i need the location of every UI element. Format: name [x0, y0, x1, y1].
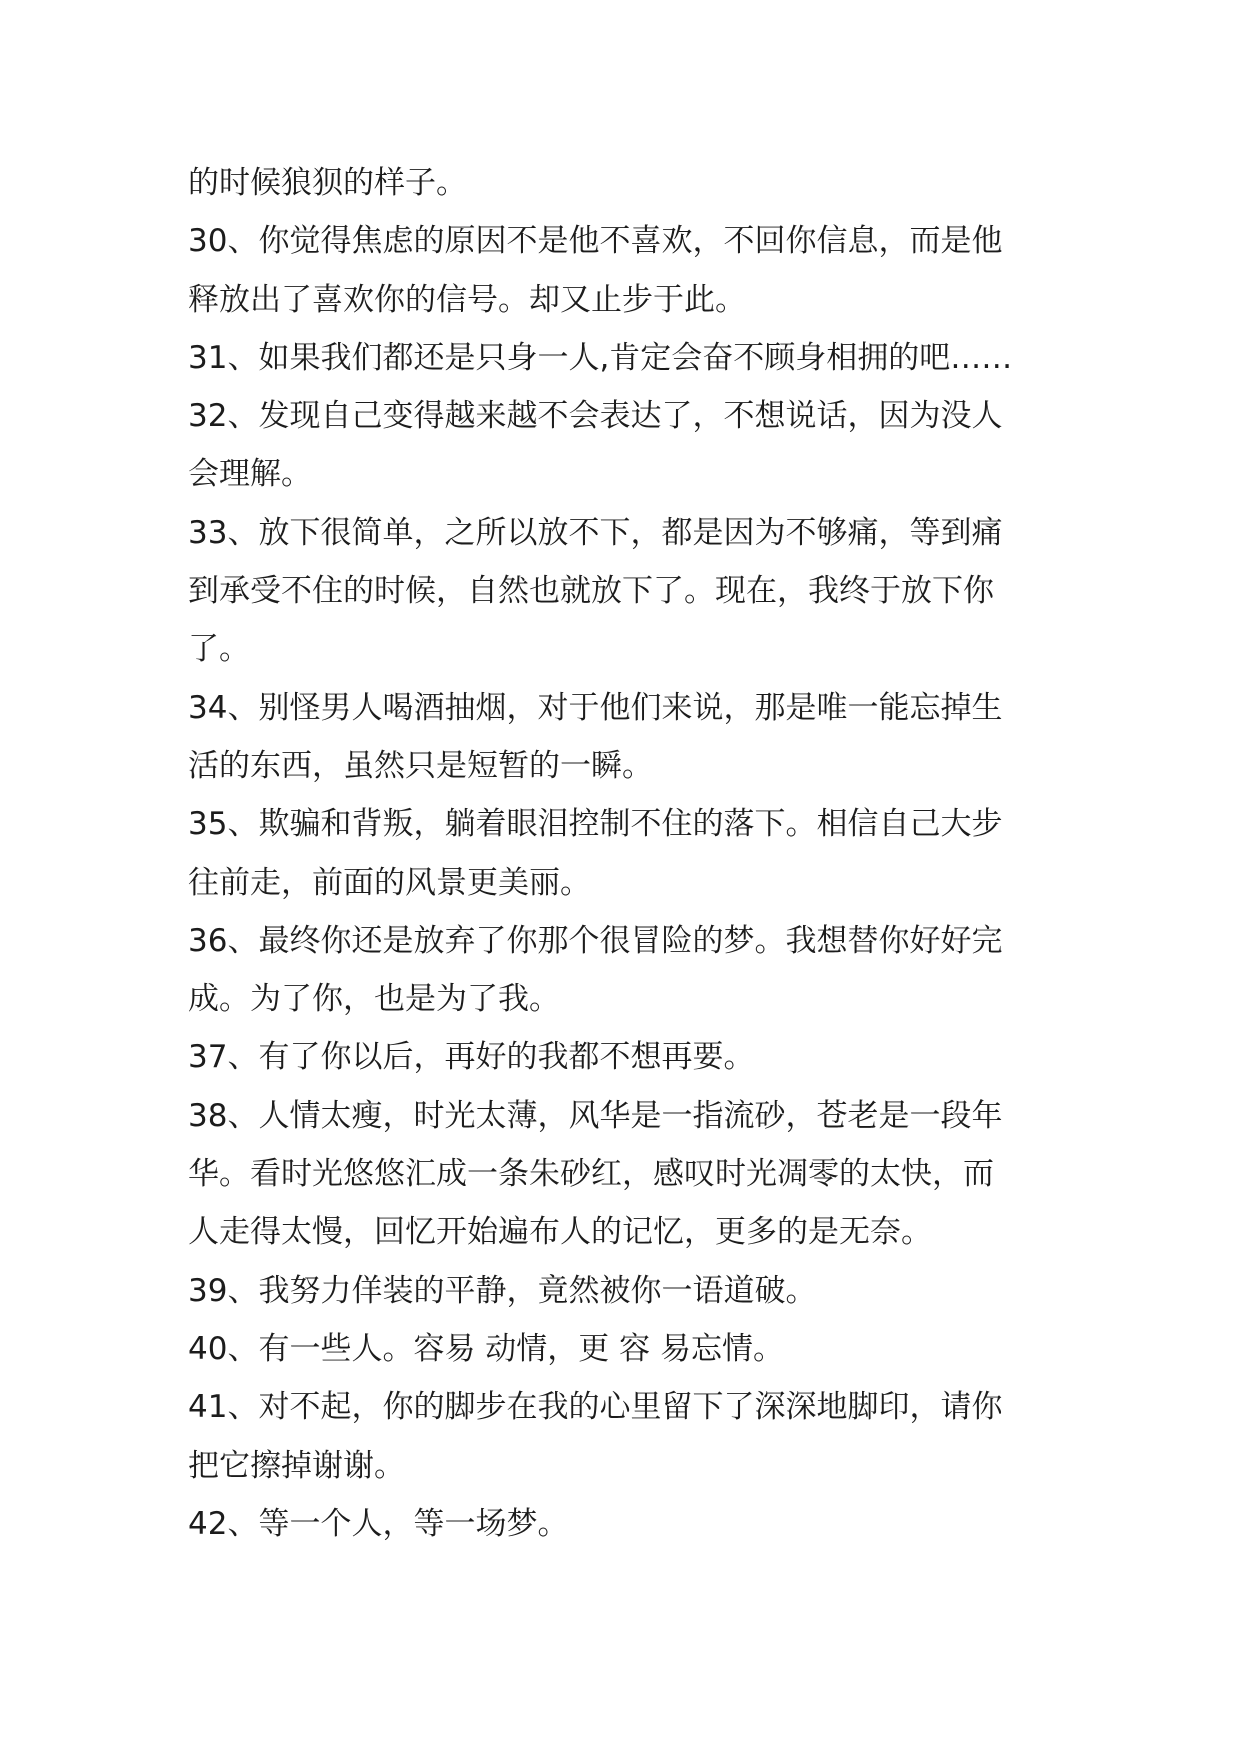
- text-line: 35、欺骗和背叛，躺着眼泪控制不住的落下。相信自己大步: [188, 806, 1003, 843]
- text-line: 了。: [188, 631, 250, 668]
- text-line: 40、有一些人。容易 动情，更 容 易忘情。: [188, 1330, 785, 1367]
- text-line: 人走得太慢，回忆开始遍布人的记忆，更多的是无奈。: [188, 1214, 932, 1251]
- text-line: 39、我努力佯装的平静，竟然被你一语道破。: [188, 1272, 817, 1309]
- text-line: 活的东西，虽然只是短暂的一瞬。: [188, 747, 653, 784]
- text-line: 34、别怪男人喝酒抽烟，对于他们来说，那是唯一能忘掉生: [188, 689, 1003, 726]
- text-line: 成。为了你，也是为了我。: [188, 981, 560, 1018]
- text-line: 到承受不住的时候，自然也就放下了。现在，我终于放下你: [188, 573, 994, 610]
- document-body: [188, 154, 1068, 1553]
- text-line: 31、如果我们都还是只身一人,肯定会奋不顾身相拥的吧……: [188, 339, 1013, 376]
- text-line: 往前走，前面的风景更美丽。: [188, 864, 591, 901]
- text-line: 30、你觉得焦虑的原因不是他不喜欢，不回你信息，而是他: [188, 223, 1003, 260]
- text-line: 华。看时光悠悠汇成一条朱砂红，感叹时光凋零的太快，而: [188, 1156, 994, 1193]
- text-line: 38、人情太瘦，时光太薄，风华是一指流砂，苍老是一段年: [188, 1097, 1003, 1134]
- text-line: 42、等一个人，等一场梦。: [188, 1505, 569, 1542]
- text-line: 32、发现自己变得越来越不会表达了，不想说话，因为没人: [188, 398, 1003, 435]
- text-line: 37、有了你以后，再好的我都不想再要。: [188, 1039, 755, 1076]
- text-line: 的时候狼狈的样子。: [188, 165, 467, 201]
- text-line: 释放出了喜欢你的信号。却又止步于此。: [188, 281, 746, 318]
- text-line: 36、最终你还是放弃了你那个很冒险的梦。我想替你好好完: [188, 922, 1003, 959]
- text-line: 41、对不起，你的脚步在我的心里留下了深深地脚印，请你: [188, 1389, 1003, 1426]
- text-line: 会理解。: [188, 456, 312, 493]
- text-line: 把它擦掉谢谢。: [188, 1447, 405, 1484]
- text-line: 33、放下很简单，之所以放不下，都是因为不够痛，等到痛: [188, 514, 1003, 551]
